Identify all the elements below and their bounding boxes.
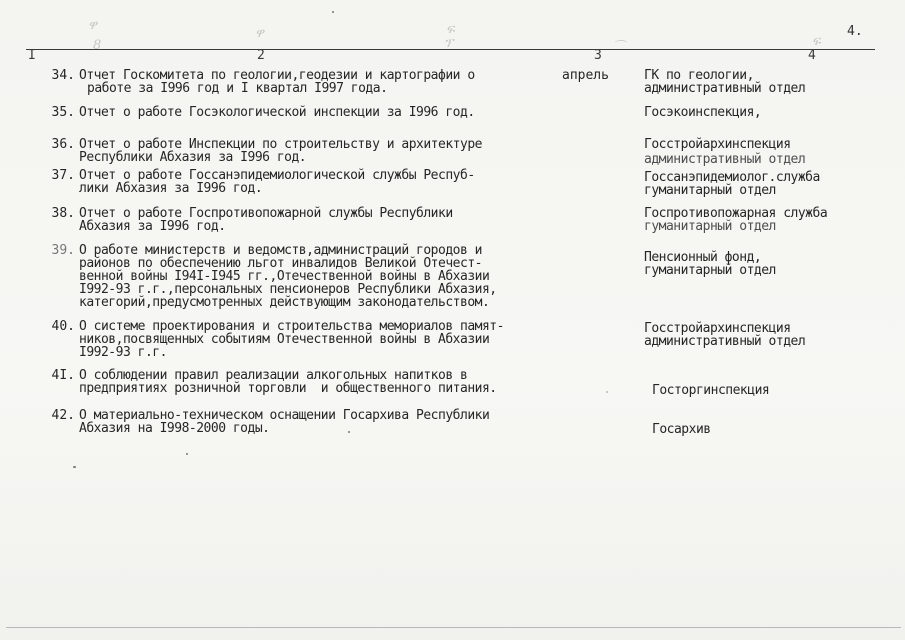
- page-edge-line: [6, 627, 901, 628]
- entry-responsible: [644, 207, 827, 233]
- description-line: I992-93 г.г.,персональных пенсионеров Республики Абхазия,: [79, 282, 497, 297]
- description-line: работе за I996 год и I квартал I997 года.: [87, 81, 388, 96]
- entry-responsible: [644, 171, 820, 197]
- description-line: районов по обеспечению льгот инвалидов Великой Отечест-: [79, 256, 482, 271]
- responsible-line: административный отдел: [644, 81, 806, 96]
- entry-description: [79, 138, 482, 164]
- entry-number: 39.: [51, 243, 75, 258]
- description-line: венной войны I94I-I945 гг.,Отечественной войны в Абхазии: [79, 269, 490, 284]
- entry-responsible: [644, 251, 776, 277]
- description-line: лики Абхазия за I996 год.: [79, 181, 263, 196]
- responsible-line: гуманитарный отдел: [644, 219, 776, 234]
- entry-number: 40.: [51, 319, 75, 334]
- entry-description: [79, 106, 475, 119]
- description-line: О соблюдении правил реализации алкогольных напитков в: [79, 368, 468, 383]
- description-line: категорий,предусмотренных действующим законодательством.: [79, 295, 490, 310]
- ink-speck: [332, 11, 334, 13]
- column-header-4: 4: [808, 48, 816, 63]
- description-line: О материально-техническом оснащении Госархива Республики: [79, 408, 490, 423]
- entry-number: 37.: [51, 168, 75, 183]
- responsible-line: Пенсионный фонд,: [644, 250, 762, 265]
- description-line: О системе проектирования и строительства мемориалов памят-: [79, 319, 504, 334]
- entry-number: 35.: [51, 105, 75, 120]
- bleed-through-mark: ፍ: [812, 34, 821, 49]
- entry-description: [79, 69, 475, 95]
- entry-description: [79, 409, 489, 435]
- responsible-line: ГК по геологии,: [644, 68, 754, 83]
- entry-description: [79, 244, 497, 309]
- entry-number: 42.: [51, 408, 75, 423]
- entry-responsible: [644, 69, 805, 95]
- entry-responsible: [644, 106, 761, 119]
- responsible-line: Госторгинспекция: [652, 383, 770, 398]
- description-line: Абхазия за I996 год.: [79, 219, 226, 234]
- bleed-through-mark: ዋ: [255, 26, 264, 41]
- entry-description: [79, 169, 475, 195]
- entry-responsible: [644, 322, 805, 348]
- responsible-line: административный отдел: [644, 152, 806, 167]
- page-number: 4.: [847, 24, 863, 39]
- entry-responsible: [644, 138, 805, 166]
- entry-number: 36.: [51, 137, 75, 152]
- entry-number: 38.: [51, 206, 75, 221]
- description-line: Абхазия на I998-2000 годы.: [79, 421, 270, 436]
- description-line: Отчет о работе Инспекции по строительству и архитектуре: [79, 137, 482, 152]
- description-line: предприятиях розничной торговли и общественного питания.: [79, 381, 497, 396]
- responsible-line: Госсанэпидемиолог.служба: [644, 170, 820, 185]
- header-rule: [26, 49, 875, 50]
- responsible-line: административный отдел: [644, 334, 806, 349]
- bleed-through-mark: ⌒: [612, 40, 626, 55]
- entry-responsible: [652, 384, 769, 397]
- bleed-through-mark: ዋ: [88, 18, 97, 33]
- entry-number: 34.: [51, 68, 75, 83]
- responsible-line: Госэкоинспекция,: [644, 105, 762, 120]
- entry-responsible: [652, 423, 711, 436]
- entry-description: [79, 320, 504, 359]
- description-line: Отчет Госкомитета по геологии,геодезии и картографии о: [79, 68, 475, 83]
- bleed-through-mark: 8: [93, 38, 102, 53]
- description-line: I992-93 г.г.: [79, 345, 167, 360]
- description-line: Отчет о работе Госпротивопожарной службы Республики: [79, 206, 453, 221]
- responsible-line: Госпротивопожарная служба: [644, 206, 828, 221]
- ink-speck: [73, 466, 76, 468]
- description-line: Отчет о работе Госсанэпидемиологической службы Респуб-: [79, 168, 475, 183]
- ink-speck: [348, 431, 350, 433]
- column-header-3: 3: [594, 48, 602, 63]
- responsible-line: гуманитарный отдел: [644, 263, 776, 278]
- responsible-line: Госстройархинспекция: [644, 321, 791, 336]
- description-line: О работе министерств и ведомств,администраций городов и: [79, 243, 482, 258]
- entry-description: [79, 207, 453, 233]
- entry-term: апрель: [562, 68, 609, 83]
- entry-description: [79, 369, 497, 395]
- bleed-through-mark: ፍ: [446, 22, 455, 37]
- column-header-1: I: [28, 48, 36, 63]
- bleed-through-mark: ፕ: [444, 36, 454, 51]
- responsible-line: гуманитарный отдел: [644, 183, 776, 198]
- description-line: Республики Абхазия за I996 год.: [79, 150, 307, 165]
- column-header-2: 2: [257, 48, 265, 63]
- entry-number: 4I.: [51, 368, 75, 383]
- description-line: ников,посвященных событиям Отечественной войны в Абхазии: [79, 332, 490, 347]
- responsible-line: Госархив: [652, 422, 711, 437]
- responsible-line: Госстройархинспекция: [644, 137, 791, 152]
- description-line: Отчет о работе Госэкологической инспекции за I996 год.: [79, 105, 475, 120]
- ink-speck: [186, 453, 188, 455]
- ink-speck: [606, 391, 608, 393]
